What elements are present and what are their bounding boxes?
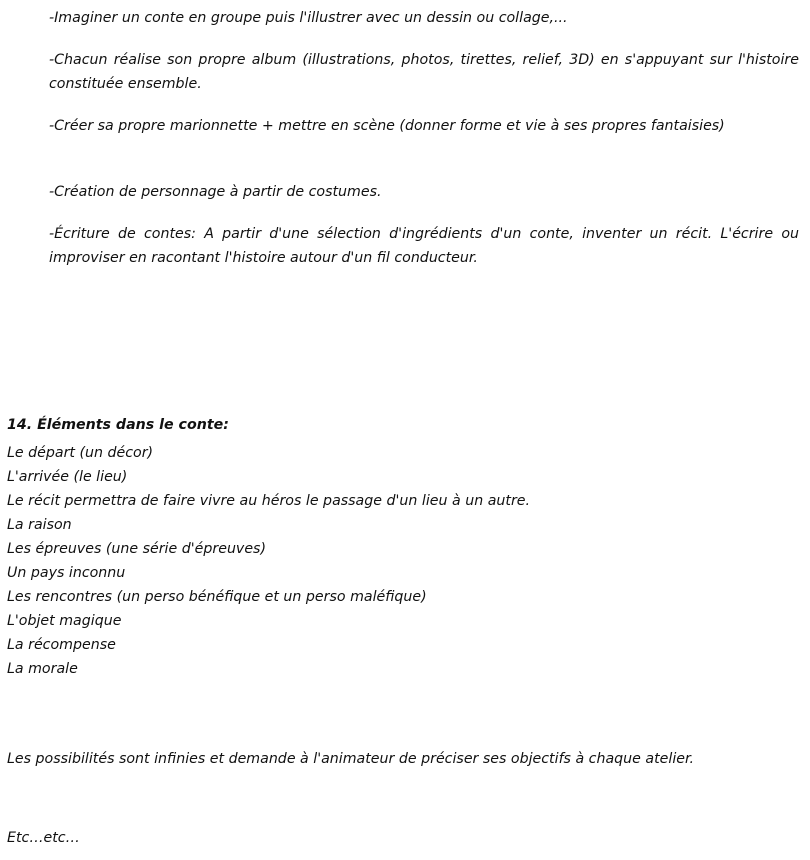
- list-item: Un pays inconnu: [7, 565, 126, 581]
- list-item: La raison: [7, 517, 72, 533]
- list-item: Le départ (un décor): [7, 445, 154, 461]
- list-item: Les épreuves (une série d'épreuves): [7, 541, 266, 557]
- activities-list: [49, 6, 799, 288]
- activity-paragraph: -Imaginer un conte en groupe puis l'illustrer avec un dessin ou collage,...: [49, 10, 568, 26]
- list-item: La récompense: [7, 637, 116, 653]
- activity-paragraph: -Chacun réalise son propre album (illustrations, photos, tirettes, relief, 3D) en s'appuyant sur l'histoire constituée ensemble.: [49, 52, 799, 92]
- activity-paragraph: -Écriture de contes: A partir d'une sélection d'ingrédients d'un conte, inventer un récit. L'écrire ou improviser en racontant l'histoire autour d'un fil conducteur.: [49, 226, 799, 266]
- activity-paragraph: -Création de personnage à partir de costumes.: [49, 184, 382, 200]
- list-item: Les rencontres (un perso bénéfique et un perso maléfique): [7, 589, 427, 605]
- activity-paragraph: -Créer sa propre marionnette + mettre en scène (donner forme et vie à ses propres fantaisies): [49, 118, 725, 134]
- section-title: 14. Éléments dans le conte:: [7, 417, 229, 433]
- tale-elements-list: [7, 441, 530, 681]
- list-item: L'objet magique: [7, 613, 122, 629]
- list-item: L'arrivée (le lieu): [7, 469, 128, 485]
- closing-paragraph: Les possibilités sont infinies et demande à l'animateur de préciser ses objectifs à chaque atelier.: [7, 751, 695, 767]
- etc-text: Etc…etc…: [7, 830, 80, 846]
- list-item: La morale: [7, 661, 78, 677]
- list-item: Le récit permettra de faire vivre au héros le passage d'un lieu à un autre.: [7, 493, 531, 509]
